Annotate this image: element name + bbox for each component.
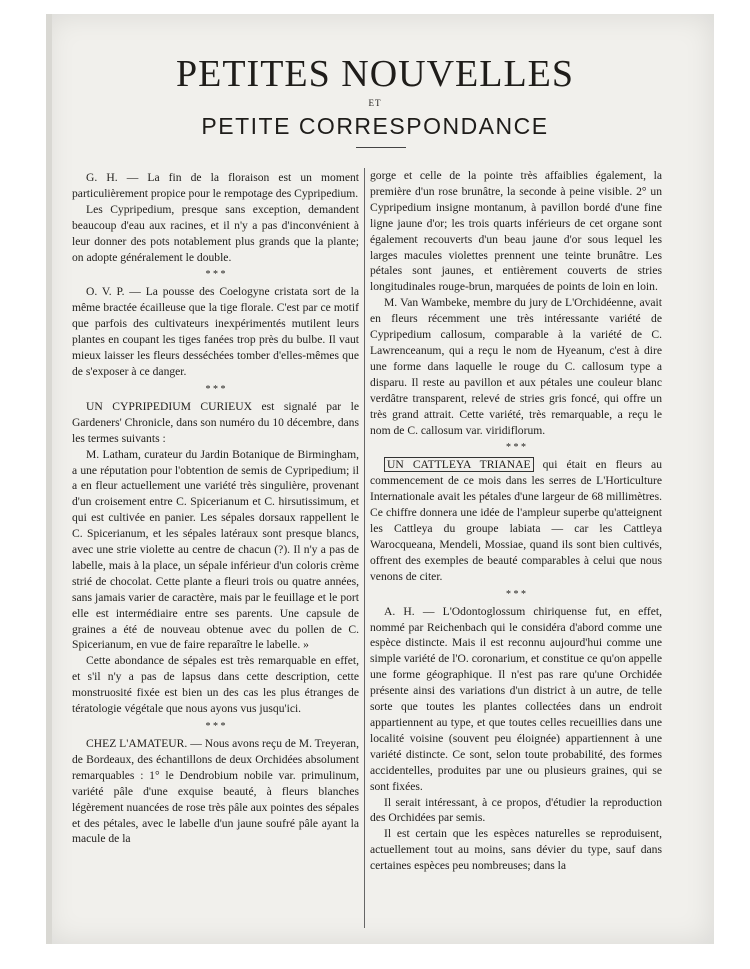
left-column bbox=[72, 170, 359, 847]
paragraph-especes: Il est certain que les espèces naturelles se reproduisent, actuellement tout au moins, sans dévier du type, sauf dans certaines espèces peu nombreuses; dans la bbox=[370, 827, 662, 873]
title-rule bbox=[356, 147, 406, 148]
paragraph-reproduction: Il serait intéressant, à ce propos, d'étudier la reproduction des Orchidées par semis. bbox=[370, 795, 662, 825]
page-edge bbox=[46, 14, 52, 944]
page-title: PETITES NOUVELLES bbox=[175, 53, 575, 95]
paragraph-cypripedium-curieux: UN CYPRIPEDIUM CURIEUX est signalé par le Gardeners' Chronicle, dans son numéro du 10 décembre, dans les termes suivants : bbox=[72, 399, 359, 445]
paragraph-latham: M. Latham, curateur du Jardin Botanique de Birmingham, a une réputation pour l'obtention de semis de Cypripedium; il a en fleur actuellement une variété très singulière, provenant d'un croisement entre C. Spicerianum et C. hirsutissimum, et qui est cultivée en panier. Les sépales dorsaux rappellent le C. Spicerianum, et les sépales latéraux sont presque blancs, avec une strie violette au centre de chacun (?). Il n'y a pas de labelle, mais à la place, un sépale inférieur d'un coloris crème strié de chocolat. Cette plante a fleuri trois ou quatre années, sans jamais varier de caractère, mais par le feuillage et le port elle est intermédiaire entre ses parents. Une capsule de graines a été de nouveau obtenue avec du pollen de C. Spicerianum, en vue de faire reparaître le labelle. » bbox=[72, 447, 359, 652]
cattleya-text: qui était en fleurs au commencement de ce mois dans les serres de L'Horticulture Internationale avait les pétales d'une largeur de 68 millimètres. Ce chiffre donnera une idée de l'ampleur superbe qu'atteignent les Cattleya du groupe labiata — car les Cattleya Warocqueana, Mendeli, Mossiae, quand ils sont bien cultivés, offrent des exemples de beauté comparables à celui que nous venons de citer. bbox=[370, 458, 662, 583]
paragraph-van-wambeke: M. Van Wambeke, membre du jury de L'Orchidéenne, avait en fleurs récemment une très intéressante variété de Cypripedium callosum, comparable à la variété de C. Lawrenceanum, qui a reçu le nom de Hyeanum, c'est à dire une forme dans laquelle le rouge du C. callosum type a disparu. Il reste au pavillon et aux pétales une couleur blanc verdâtre transparent, relevé de stries gris foncé, qui offre un très grand attrait. Cette variété, très remarquable, a reçu le nom de C. callosum var. viridiflorum. bbox=[370, 296, 662, 437]
paragraph-cypripedium-water: Les Cypripedium, presque sans exception, demandent beaucoup d'eau aux racines, et il n'y a pas d'inconvénient à leur donner des pots notablement plus grands que la plante; on adopte généralement le double. bbox=[72, 202, 359, 264]
title-conjunction: ET bbox=[368, 98, 382, 108]
paragraph-gh: G. H. — La fin de la floraison est un moment particulièrement propice pour le rempotage des Cypripedium. bbox=[72, 171, 359, 200]
asterism-separator: * * * bbox=[506, 442, 526, 454]
paragraph-cattleya bbox=[370, 457, 662, 584]
cattleya-boxed-heading: UN CATTLEYA TRIANAE bbox=[384, 457, 534, 472]
paragraph-ovp: O. V. P. — La pousse des Coelogyne cristata sort de la même bractée écailleuse que la tige florale. C'est par ce motif que parfois des cultivateurs inexpérimentés mutilent leurs plantes en coupant les tiges fanées trop près du bulbe. Il vaut mieux laisser les fleurs desséchées tomber d'elles-mêmes que de s'exposer à ce danger. bbox=[72, 285, 359, 378]
right-column bbox=[370, 168, 662, 874]
asterism-separator: * * * bbox=[205, 383, 226, 395]
page-subtitle: PETITE CORRESPONDANCE bbox=[201, 113, 549, 139]
asterism-separator: * * * bbox=[205, 269, 226, 281]
asterism-separator: * * * bbox=[205, 721, 226, 732]
paragraph-chez-amateur: CHEZ L'AMATEUR. — Nous avons reçu de M. Treyeran, de Bordeaux, des échantillons de deux Orchidées absolument remarquables : 1° le Dendrobium nobile var. primulinum, variété pâle d'une exquise beauté, à fleurs blanches légèrement nuancées de rose très pâle aux pointes des sépales et des pétales, avec le labelle d'un jaune soufré pâle ayant la macule de la bbox=[72, 737, 359, 846]
paragraph-ah: A. H. — L'Odontoglossum chiriquense fut, en effet, nommé par Reichenbach qui le considéra d'abord comme une espèce distincte. Mais il est reconnu aujourd'hui comme une simple variété de l'O. coronarium, et constitue ce qu'on appelle une forme géographique. Il n'est pas rare qu'une Orchidée présente ainsi des variations d'un district à un autre, de telle sorte que toutes les plantes collectées dans un endroit appartiennent au type, et que toutes celles recueillies dans une localité voisine (souvent peu éloignée) appartiennent à une variété distincte. Ce sont, selon toute probabilité, des formes accidentelles, produites par une ou plusieurs graines, qui se sont fixées. bbox=[370, 604, 662, 793]
paragraph-sepales: Cette abondance de sépales est très remarquable en effet, et s'il n'y a pas de lapsus dans cette description, cette monstruosité fixée est bien un des cas les plus étranges de tératologie végétale que nous ayons vus jusqu'ici. bbox=[72, 654, 359, 716]
asterism-separator: * * * bbox=[506, 588, 526, 600]
column-divider bbox=[364, 168, 365, 928]
paragraph-continued: gorge et celle de la pointe très affaiblies également, la première d'un rose brunâtre, la seconde à peine visible. 2° un Cypripedium insigne montanum, à pavillon bordé d'une fine ligne jaune d'or; les trois quarts inférieurs de cet organe sont également recouverts d'un beau jaune d'or sous lequel les larges macules violettes prennent une teinte brunâtre. Les pétales sont jaunes, et entièrement couverts de stries longitudinales rouge-brun, marquées de points de loin en loin. bbox=[370, 169, 662, 294]
